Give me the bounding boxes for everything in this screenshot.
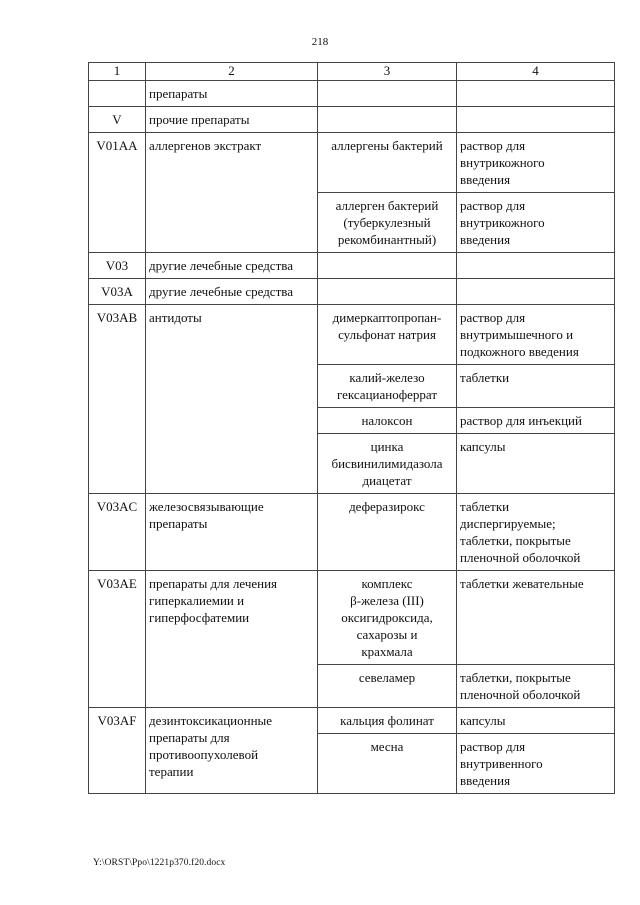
dosage-form-cell: [457, 279, 615, 305]
dosage-form-cell: [457, 107, 615, 133]
table-row: [89, 253, 615, 279]
table-row: [89, 279, 615, 305]
atc-code-cell: V03AE: [89, 571, 146, 708]
substance-cell: налоксон: [318, 408, 457, 434]
table-row: [89, 305, 615, 365]
substance-cell: [318, 107, 457, 133]
substance-cell: месна: [318, 734, 457, 794]
table-row: [89, 107, 615, 133]
substance-cell: [318, 279, 457, 305]
dosage-form-cell: раствор для инъекций: [457, 408, 615, 434]
substance-cell: аллергены бактерий: [318, 133, 457, 193]
atc-code-cell: V03AC: [89, 494, 146, 571]
atc-code-cell: V: [89, 107, 146, 133]
atc-code-cell: V03AF: [89, 708, 146, 794]
table-row: [89, 571, 615, 665]
dosage-form-cell: [457, 81, 615, 107]
group-name-cell: аллергенов экстракт: [146, 133, 318, 253]
dosage-form-cell: [457, 253, 615, 279]
column-header: 1: [89, 63, 146, 81]
dosage-form-cell: раствор для внутрикожного введения: [457, 133, 615, 193]
table-header-row: [89, 63, 615, 81]
atc-code-cell: V03A: [89, 279, 146, 305]
dosage-form-cell: капсулы: [457, 708, 615, 734]
substance-cell: калий-железо гексацианоферрат: [318, 365, 457, 408]
dosage-form-cell: таблетки, покрытые пленочной оболочкой: [457, 665, 615, 708]
group-name-cell: прочие препараты: [146, 107, 318, 133]
group-name-cell: другие лечебные средства: [146, 253, 318, 279]
atc-code-cell: V01AA: [89, 133, 146, 253]
substance-cell: [318, 253, 457, 279]
substance-cell: деферазирокс: [318, 494, 457, 571]
substance-cell: севеламер: [318, 665, 457, 708]
column-header: 4: [457, 63, 615, 81]
substance-cell: цинка бисвинилимидазола диацетат: [318, 434, 457, 494]
dosage-form-cell: таблетки: [457, 365, 615, 408]
table-row: [89, 494, 615, 571]
substance-cell: [318, 81, 457, 107]
group-name-cell: антидоты: [146, 305, 318, 494]
page-number: 218: [311, 36, 329, 48]
drug-table: [88, 62, 615, 794]
substance-cell: кальция фолинат: [318, 708, 457, 734]
table-row: [89, 81, 615, 107]
substance-cell: комплекс β-железа (III) оксигидроксида, сахарозы и крахмала: [318, 571, 457, 665]
group-name-cell: железосвязывающие препараты: [146, 494, 318, 571]
group-name-cell: препараты для лечения гиперкалиемии и гиперфосфатемии: [146, 571, 318, 708]
group-name-cell: другие лечебные средства: [146, 279, 318, 305]
table-row: [89, 708, 615, 734]
dosage-form-cell: раствор для внутрикожного введения: [457, 193, 615, 253]
group-name-cell: дезинтоксикационные препараты для противоопухолевой терапии: [146, 708, 318, 794]
table-row: [89, 133, 615, 193]
substance-cell: аллерген бактерий (туберкулезный рекомбинантный): [318, 193, 457, 253]
dosage-form-cell: капсулы: [457, 434, 615, 494]
dosage-form-cell: раствор для внутримышечного и подкожного введения: [457, 305, 615, 365]
column-header: 3: [318, 63, 457, 81]
substance-cell: димеркаптопропан- сульфонат натрия: [318, 305, 457, 365]
column-header: 2: [146, 63, 318, 81]
dosage-form-cell: таблетки жевательные: [457, 571, 615, 665]
atc-code-cell: [89, 81, 146, 107]
atc-code-cell: V03: [89, 253, 146, 279]
file-path-footer: Y:\ORST\Ppo\1221p370.f20.docx: [93, 858, 226, 868]
dosage-form-cell: таблетки диспергируемые; таблетки, покрытые пленочной оболочкой: [457, 494, 615, 571]
dosage-form-cell: раствор для внутривенного введения: [457, 734, 615, 794]
group-name-cell: препараты: [146, 81, 318, 107]
atc-code-cell: V03AB: [89, 305, 146, 494]
